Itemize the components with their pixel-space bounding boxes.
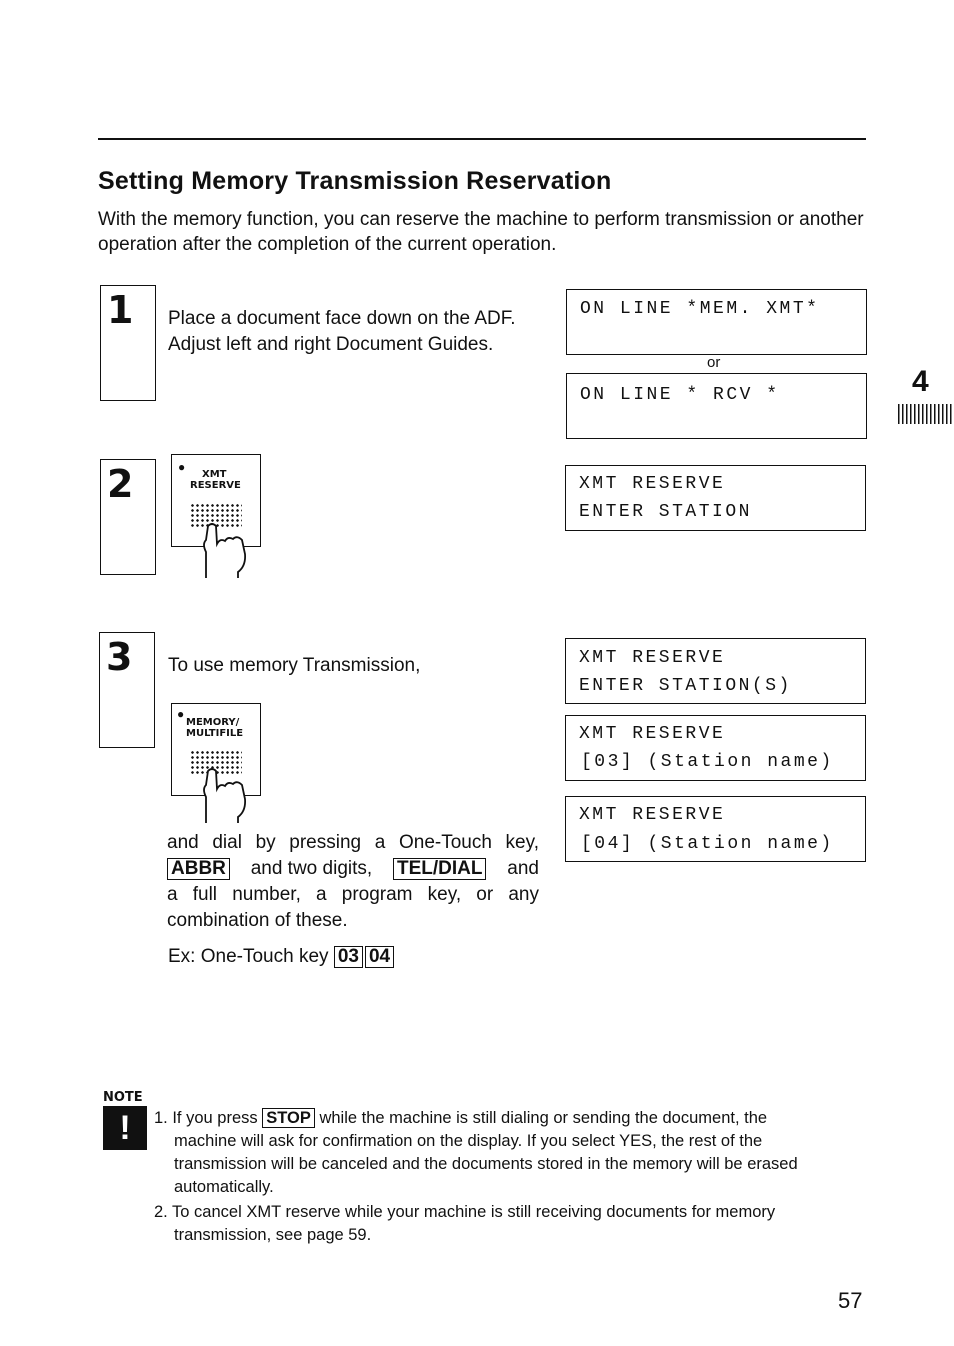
lcd-online-rcv — [566, 373, 867, 439]
lcd-line: ENTER STATION — [579, 502, 752, 522]
step-3-example: Ex: One-Touch key 03 04 — [168, 944, 394, 970]
key-dot-icon: ● — [177, 707, 185, 721]
step-1-text-line2: Adjust left and right Document Guides. — [168, 334, 494, 355]
or-label: or — [707, 354, 721, 371]
lcd-line: ENTER STATION(S) — [579, 676, 792, 696]
lcd-xmt-reserve-03 — [565, 715, 866, 781]
pressing-finger-icon — [192, 767, 258, 825]
lcd-xmt-reserve-enter-station — [565, 465, 866, 531]
note-label: NOTE — [103, 1090, 143, 1105]
step-3-intro: To use memory Transmission, — [168, 655, 421, 676]
note-item-1-line1: 1. If you press STOP while the machine is still dialing or sending the document, the — [154, 1109, 768, 1127]
lcd-line: [03] (Station name) — [581, 752, 834, 772]
step-2-box — [100, 459, 156, 575]
one-touch-key-04[interactable]: 04 — [365, 946, 394, 968]
step-1-text — [168, 306, 516, 358]
lcd-line: ON LINE *MEM. XMT* — [580, 299, 820, 319]
lcd-line: [04] (Station name) — [581, 834, 834, 854]
step-1-number: 1 — [107, 288, 134, 332]
lcd-line: XMT RESERVE — [579, 648, 726, 668]
stop-key[interactable]: STOP — [262, 1108, 315, 1128]
step-1-box — [100, 285, 156, 401]
abbr-key[interactable]: ABBR — [167, 858, 230, 880]
step-3-box — [99, 632, 155, 748]
section-rule — [98, 138, 866, 140]
pressing-finger-icon — [192, 522, 258, 580]
lcd-xmt-reserve-enter-stations — [565, 638, 866, 704]
step-3-line3: a full number, a program key, or any — [167, 884, 539, 905]
chapter-tab-bars — [898, 404, 954, 424]
step-3-instructions — [167, 830, 539, 934]
lcd-line: ON LINE * RCV * — [580, 385, 780, 405]
page-number: 57 — [838, 1288, 863, 1313]
page-title: Setting Memory Transmission Reservation — [98, 167, 612, 195]
tel-dial-key[interactable]: TEL/DIAL — [393, 858, 487, 880]
step-3-line4: combination of these. — [167, 910, 348, 931]
one-touch-key-03[interactable]: 03 — [334, 946, 363, 968]
note-item-1: 1. If you press STOP while the machine is still dialing or sending the document, the machine will ask for confirmation on the display. If you select YES, the rest of the transmission will be canceled and the documents stored in the memory will be erased automatically. — [154, 1107, 868, 1199]
lcd-line: XMT RESERVE — [579, 474, 726, 494]
note-exclamation-icon: ! — [103, 1106, 147, 1150]
memory-multifile-key-label: MEMORY/ MULTIFILE — [186, 717, 244, 739]
lcd-line: XMT RESERVE — [579, 805, 726, 825]
xmt-reserve-key-label: XMT RESERVE — [190, 469, 241, 491]
chapter-tab-number: 4 — [912, 365, 929, 398]
step-3-number: 3 — [106, 635, 133, 679]
note-item-2: 2. To cancel XMT reserve while your machine is still receiving documents for memory transmission, see page 59. — [154, 1203, 776, 1244]
key-dot-icon: ● — [178, 460, 186, 474]
lcd-online-mem-xmt — [566, 289, 867, 355]
step-3-line1: and dial by pressing a One-Touch key, — [167, 832, 539, 853]
step-3-line2: ABBR and two digits, TEL/DIAL and — [167, 856, 539, 882]
step-1-text-line1: Place a document face down on the ADF. — [168, 308, 516, 329]
step-2-number: 2 — [107, 462, 134, 506]
lcd-xmt-reserve-04 — [565, 796, 866, 862]
intro-paragraph: With the memory function, you can reserve the machine to perform transmission or another operation after the completion of the current operation. — [98, 209, 864, 255]
lcd-line: XMT RESERVE — [579, 724, 726, 744]
